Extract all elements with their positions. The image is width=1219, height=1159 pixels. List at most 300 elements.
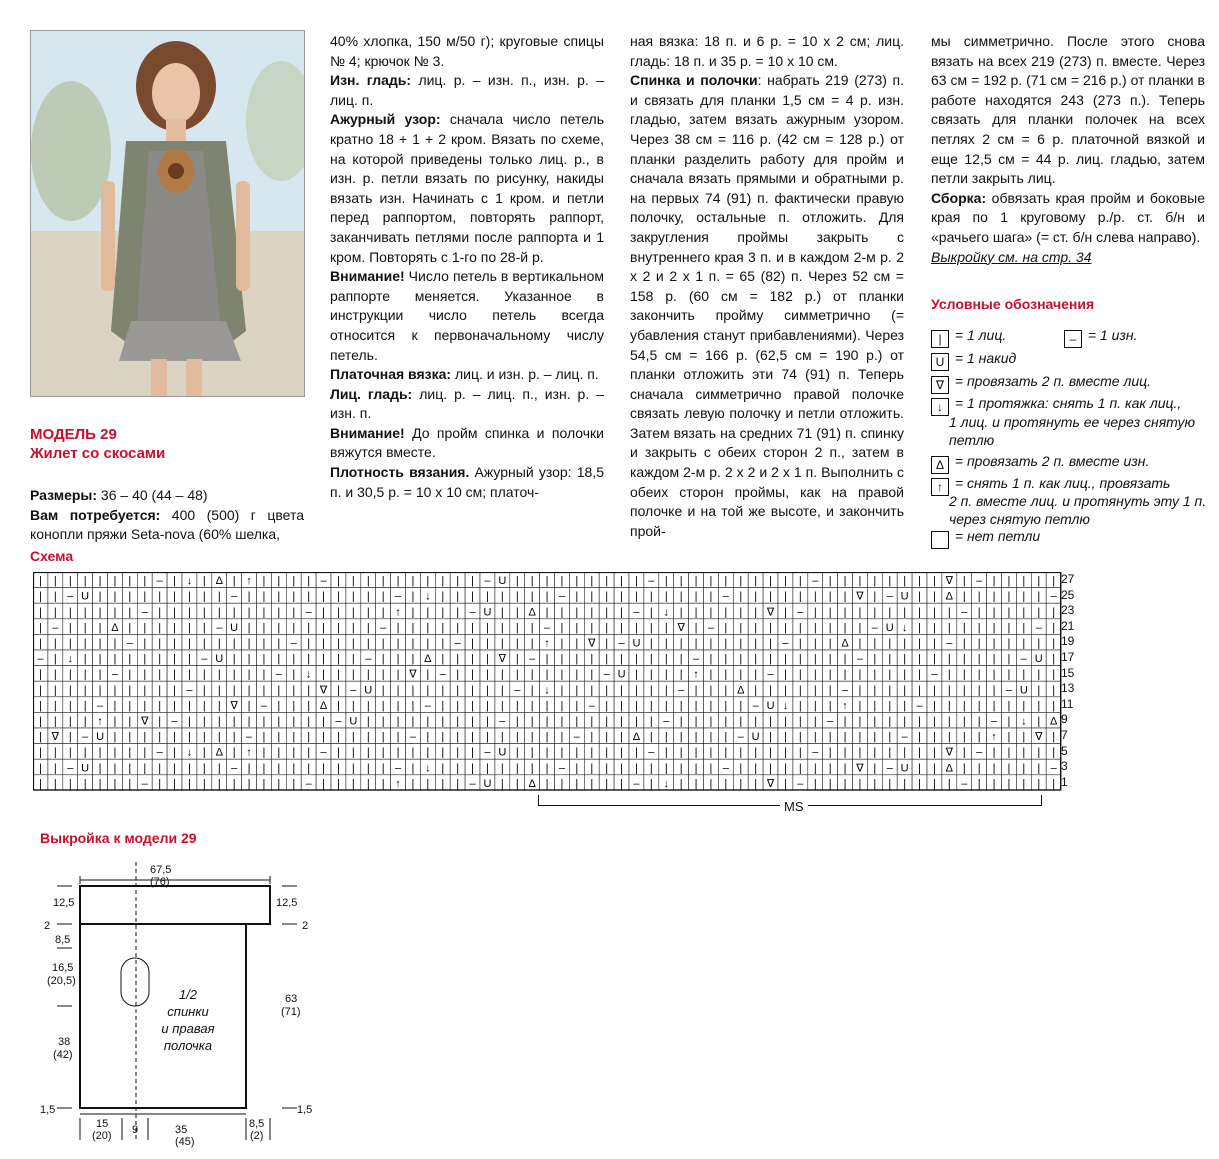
- chart-cell-symbol: |: [1022, 777, 1026, 790]
- chart-cell-symbol: |: [202, 621, 206, 634]
- chart-cell-symbol: |: [1022, 575, 1026, 588]
- chart-cell-symbol: |: [322, 653, 325, 666]
- chart-cell-symbol: –: [871, 621, 878, 634]
- chart-cell-symbol: |: [456, 590, 460, 603]
- chart-cell-symbol: |: [471, 731, 474, 744]
- chart-cell-symbol: |: [992, 668, 996, 681]
- chart-cell-symbol: |: [620, 731, 623, 744]
- chart-cell-symbol: |: [98, 590, 102, 603]
- chart-cell-symbol: |: [560, 777, 564, 790]
- chart-cell-symbol: |: [977, 637, 981, 650]
- k2tog-icon: ∇: [931, 376, 949, 394]
- chart-cell-symbol: |: [411, 684, 415, 697]
- chart-cell-symbol: |: [396, 699, 400, 712]
- chart-cell-symbol: |: [947, 653, 951, 666]
- chart-cell-symbol: |: [500, 637, 504, 650]
- chart-cell-symbol: |: [217, 777, 221, 790]
- chart-cell-symbol: |: [620, 746, 623, 759]
- chart-cell-symbol: |: [947, 715, 951, 728]
- chart-cell-symbol: |: [798, 621, 802, 634]
- chart-cell-symbol: |: [977, 606, 981, 619]
- chart-cell-symbol: ↑: [991, 731, 997, 744]
- chart-cell-symbol: |: [53, 668, 57, 681]
- chart-cell-symbol: Δ: [215, 575, 223, 588]
- chart-cell-symbol: |: [247, 668, 251, 681]
- chart-cell-symbol: |: [277, 777, 281, 790]
- chart-cell-symbol: |: [381, 777, 385, 790]
- chart-cell-symbol: |: [933, 777, 936, 790]
- chart-cell-symbol: –: [1050, 590, 1057, 603]
- chart-cell-symbol: |: [456, 653, 460, 666]
- chart-cell-symbol: U: [885, 621, 894, 634]
- chart-cell-symbol: U: [215, 653, 224, 666]
- chart-cell-symbol: |: [962, 668, 966, 681]
- chart-cell-symbol: |: [858, 715, 862, 728]
- dim-right-63: 63: [285, 993, 298, 1005]
- chart-cell-symbol: U: [766, 699, 775, 712]
- legend-title: Условные обозначения: [931, 296, 1095, 312]
- chart-cell-symbol: –: [171, 715, 178, 728]
- chart-cell-symbol: |: [754, 668, 758, 681]
- legend-skp-text2: 1 лиц. и протянуть ее через снятую: [949, 414, 1196, 430]
- chart-cell-symbol: |: [188, 668, 191, 681]
- chart-cell-symbol: –: [827, 715, 834, 728]
- chart-cell-symbol: –: [901, 731, 908, 744]
- chart-cell-symbol: |: [664, 637, 668, 650]
- need-value: 400 (500) г цвета конопли пряжи Seta-nova (60% шелка,: [30, 506, 304, 543]
- chart-cell-symbol: |: [39, 715, 42, 728]
- chart-cell-symbol: |: [605, 746, 609, 759]
- chart-cell-symbol: |: [575, 684, 579, 697]
- chart-cell-symbol: Δ: [945, 762, 954, 775]
- chart-cell-symbol: |: [679, 715, 683, 728]
- chart-cell-symbol: |: [337, 699, 340, 712]
- chart-cell-symbol: |: [322, 762, 325, 775]
- chart-cell-symbol: Δ: [111, 621, 119, 634]
- chart-cell-symbol: |: [158, 715, 162, 728]
- chart-cell-symbol: |: [560, 653, 564, 666]
- chart-cell-symbol: |: [575, 668, 579, 681]
- chart-cell-symbol: |: [381, 668, 385, 681]
- chart-cell-symbol: |: [709, 746, 713, 759]
- chart-cell-symbol: |: [426, 715, 430, 728]
- chart-cell-symbol: |: [620, 699, 623, 712]
- chart-cell-symbol: |: [784, 777, 787, 790]
- chart-cell-symbol: |: [441, 746, 445, 759]
- chart-cell-symbol: |: [1022, 731, 1026, 744]
- chart-cell-symbol: Δ: [319, 699, 328, 712]
- stockinette-text: лиц. р. – лиц. п., изн. р. – изн. п.: [330, 385, 604, 422]
- chart-cell-symbol: |: [709, 777, 713, 790]
- gauge-label: Плотность вязания.: [330, 464, 470, 481]
- chart-cell-symbol: |: [411, 575, 415, 588]
- chart-cell-symbol: |: [903, 653, 907, 666]
- gauge-continued: ная вязка: 18 п. и 6 р. = 10 х 2 см; лиц. гладь: 18 п. и 35 р. = 10 х 10 см.: [630, 33, 904, 69]
- sizes-value: 36 – 40 (44 – 48): [97, 487, 208, 503]
- chart-cell-symbol: |: [411, 653, 415, 666]
- legend-purl: [1064, 326, 1138, 348]
- chart-cell-symbol: |: [694, 762, 698, 775]
- row-number: 23: [1061, 603, 1075, 618]
- chart-cell-symbol: |: [575, 777, 579, 790]
- chart-cell-symbol: U: [900, 590, 909, 603]
- chart-cell-symbol: |: [456, 731, 460, 744]
- chart-cell-symbol: |: [39, 762, 42, 775]
- chart-cell-symbol: U: [498, 746, 507, 759]
- chart-cell-symbol: |: [918, 762, 921, 775]
- chart-cell-symbol: |: [98, 575, 102, 588]
- chart-cell-symbol: |: [486, 590, 489, 603]
- chart-cell-symbol: |: [933, 762, 936, 775]
- chart-cell-symbol: |: [366, 668, 370, 681]
- chart-cell-symbol: |: [858, 575, 862, 588]
- chart-cell-symbol: |: [441, 715, 445, 728]
- chart-cell-symbol: |: [98, 621, 102, 634]
- chart-cell-symbol: |: [456, 777, 460, 790]
- chart-cell-symbol: ↑: [842, 699, 848, 712]
- dim-bottom-9: 9: [132, 1124, 139, 1136]
- chart-cell-symbol: |: [53, 575, 57, 588]
- chart-cell-symbol: |: [68, 575, 72, 588]
- chart-cell-symbol: |: [545, 762, 549, 775]
- chart-cell-symbol: |: [128, 653, 132, 666]
- chart-cell-symbol: |: [873, 699, 877, 712]
- chart-cell-symbol: |: [798, 668, 802, 681]
- chart-cell-symbol: |: [426, 746, 430, 759]
- chart-cell-symbol: |: [918, 668, 921, 681]
- chart-cell-symbol: |: [381, 606, 385, 619]
- chart-cell-symbol: |: [933, 699, 936, 712]
- chart-cell-symbol: |: [828, 699, 832, 712]
- chart-cell-symbol: |: [515, 715, 519, 728]
- chart-cell-symbol: |: [39, 731, 42, 744]
- chart-cell-symbol: |: [262, 715, 266, 728]
- chart-cell-symbol: –: [961, 777, 968, 790]
- chart-cell-symbol: –: [529, 653, 536, 666]
- chart-cell-symbol: |: [441, 637, 445, 650]
- chart-cell-symbol: |: [545, 746, 549, 759]
- chart-cell-symbol: |: [620, 715, 623, 728]
- chart-cell-symbol: |: [813, 684, 817, 697]
- chart-cell-symbol: –: [111, 668, 119, 681]
- back-fronts-text: : набрать 219 (273) п. и связать для планки 1,5 см = 4 р. изн. гладью, затем вязать ажурным узором. Через 38 см = 116 р. (42 см = 128 р.) от планки разделить работу для пройм и сначала вязать прямыми и обратными р. на первых 74 (91) п. фактически правую полочку, остальные п. отложить. Для закругления проймы закрыть с внутреннего края 3 п. и в каждом 2-м р. 2 х 2 и 2 х 1 п. = 65 (82) п. Через 52 см = 158 р. (60 см = 182 р.) от планки закончить пройму симметрично (= убавления станут прибавлениями). Через 54,5 см = 166 р. (62,5 см = 190 р.) от планки отложить эти 74 (91) п. Теперь сначала симметрично правой полочке связать левую полочку и петли отложить. Затем вязать на средних 71 (91) п. спинку и закрыть с обеих сторон 2 п., затем в каждом 2-м р. 2 х 2 и 2 х 1 п. Выполнить с обеих сторон проймы, как на правой полочке и на той же высоте, и закончить прой-: [630, 72, 904, 539]
- chart-cell-symbol: |: [292, 668, 296, 681]
- chart-cell-symbol: U: [1034, 653, 1043, 666]
- chart-cell-symbol: |: [962, 746, 966, 759]
- back-fronts-label: Спинка и полочки: [630, 72, 758, 89]
- legend-skp-text3: петлю: [949, 432, 995, 448]
- chart-cell-symbol: |: [307, 715, 311, 728]
- chart-cell-symbol: |: [843, 653, 847, 666]
- chart-cell-symbol: |: [977, 621, 981, 634]
- chart-cell-symbol: |: [128, 777, 132, 790]
- chart-cell-symbol: |: [68, 606, 72, 619]
- chart-cell-symbol: |: [843, 575, 847, 588]
- chart-cell-symbol: |: [366, 777, 370, 790]
- chart-cell-symbol: |: [754, 575, 758, 588]
- chart-cell-symbol: |: [977, 777, 981, 790]
- chart-cell-symbol: |: [798, 746, 802, 759]
- chart-cell-symbol: |: [441, 621, 445, 634]
- chart-cell-symbol: |: [98, 684, 102, 697]
- chart-cell-symbol: |: [798, 653, 802, 666]
- chart-cell-symbol: |: [724, 684, 728, 697]
- chart-cell-symbol: |: [143, 637, 147, 650]
- text-column-3: [931, 32, 1205, 267]
- chart-cell-symbol: |: [351, 637, 355, 650]
- chart-cell-symbol: |: [426, 621, 430, 634]
- chart-cell-symbol: |: [560, 684, 564, 697]
- chart-cell-symbol: |: [575, 699, 579, 712]
- chart-cell-symbol: |: [754, 777, 758, 790]
- chart-cell-symbol: |: [739, 606, 743, 619]
- chart-cell-symbol: |: [188, 621, 191, 634]
- chart-cell-symbol: |: [962, 731, 966, 744]
- chart-cell-symbol: |: [784, 668, 787, 681]
- chart-cell-symbol: |: [396, 715, 400, 728]
- chart-cell-symbol: |: [873, 715, 877, 728]
- chart-cell-symbol: |: [888, 699, 892, 712]
- chart-cell-symbol: |: [679, 590, 683, 603]
- chart-cell-symbol: U: [751, 731, 760, 744]
- chart-cell-symbol: |: [888, 715, 892, 728]
- chart-cell-symbol: |: [351, 653, 355, 666]
- chart-cell-symbol: ∇: [766, 777, 775, 790]
- dim-left-38: 38: [58, 1036, 71, 1048]
- chart-cell-symbol: |: [635, 699, 638, 712]
- chart-cell-symbol: |: [992, 684, 996, 697]
- chart-cell-symbol: |: [381, 637, 385, 650]
- chart-cell-symbol: |: [977, 731, 981, 744]
- chart-cell-symbol: |: [784, 684, 787, 697]
- chart-cell-symbol: |: [1037, 668, 1041, 681]
- chart-cell-symbol: |: [1007, 575, 1011, 588]
- piece-label-1: 1/2: [178, 987, 198, 1002]
- chart-cell-symbol: |: [39, 575, 42, 588]
- chart-cell-symbol: |: [635, 668, 638, 681]
- chart-cell-symbol: |: [1052, 731, 1056, 744]
- chart-cell-symbol: |: [188, 777, 191, 790]
- chart-cell-symbol: |: [381, 762, 385, 775]
- chart-cell-symbol: |: [337, 762, 340, 775]
- chart-cell-symbol: |: [1007, 590, 1011, 603]
- chart-cell-symbol: |: [888, 575, 892, 588]
- chart-cell-symbol: |: [232, 684, 236, 697]
- chart-cell-symbol: |: [918, 621, 921, 634]
- chart-cell-symbol: |: [709, 684, 713, 697]
- chart-cell-symbol: –: [52, 621, 59, 634]
- chart-cell-symbol: |: [620, 575, 623, 588]
- chart-cell-symbol: |: [143, 684, 147, 697]
- chart-cell-symbol: |: [1022, 762, 1026, 775]
- chart-cell-symbol: |: [605, 575, 609, 588]
- chart-cell-symbol: –: [752, 699, 759, 712]
- chart-cell-symbol: |: [441, 699, 445, 712]
- chart-cell-symbol: |: [664, 746, 668, 759]
- chart-cell-symbol: –: [782, 637, 789, 650]
- chart-cell-symbol: |: [113, 699, 117, 712]
- chart-cell-symbol: |: [277, 590, 281, 603]
- chart-cell-symbol: |: [441, 590, 445, 603]
- chart-cell-symbol: |: [1037, 762, 1041, 775]
- chart-cell-symbol: |: [709, 699, 713, 712]
- chart-cell-symbol: ∇: [141, 715, 149, 728]
- chart-cell-symbol: |: [247, 684, 251, 697]
- chart-cell-symbol: |: [247, 606, 251, 619]
- chart-cell-symbol: –: [201, 653, 208, 666]
- row-number: 1: [1061, 774, 1068, 789]
- chart-cell-symbol: |: [202, 777, 206, 790]
- chart-cell-symbol: |: [649, 653, 653, 666]
- chart-cell-symbol: –: [976, 575, 983, 588]
- chart-cell-symbol: |: [649, 590, 653, 603]
- chart-cell-symbol: |: [351, 746, 355, 759]
- chart-cell-symbol: |: [158, 777, 162, 790]
- chart-cell-symbol: |: [426, 606, 430, 619]
- chart-cell-symbol: |: [769, 684, 772, 697]
- text-column-2: [630, 32, 904, 541]
- chart-cell-symbol: |: [232, 668, 236, 681]
- chart-cell-symbol: |: [366, 715, 370, 728]
- chart-cell-symbol: |: [560, 731, 564, 744]
- chart-cell-symbol: |: [769, 653, 772, 666]
- chart-cell-symbol: |: [888, 606, 892, 619]
- chart-cell-symbol: |: [53, 606, 57, 619]
- chart-cell-symbol: |: [143, 590, 147, 603]
- chart-cell-symbol: |: [739, 762, 743, 775]
- chart-cell-symbol: |: [471, 715, 474, 728]
- chart-cell-symbol: |: [694, 575, 698, 588]
- chart-cell-symbol: |: [98, 762, 102, 775]
- chart-cell-symbol: |: [68, 731, 72, 744]
- chart-cell-symbol: |: [411, 777, 415, 790]
- legend-k2tog-text: = провязать 2 п. вместе лиц.: [954, 373, 1152, 389]
- chart-cell-symbol: |: [620, 653, 623, 666]
- chart-cell-symbol: |: [813, 668, 817, 681]
- chart-cell-symbol: |: [724, 621, 728, 634]
- chart-cell-symbol: |: [322, 590, 325, 603]
- chart-cell-symbol: |: [694, 777, 698, 790]
- chart-cell-symbol: |: [202, 684, 206, 697]
- chart-cell-symbol: –: [1020, 653, 1027, 666]
- purl-icon: –: [1064, 330, 1082, 348]
- chart-cell-symbol: |: [113, 575, 117, 588]
- chart-cell-symbol: |: [515, 590, 519, 603]
- chart-cell-symbol: –: [648, 746, 655, 759]
- chart-cell-symbol: |: [694, 731, 698, 744]
- dim-left-8-5: 8,5: [55, 934, 71, 946]
- chart-cell-symbol: |: [873, 668, 877, 681]
- chart-cell-symbol: |: [620, 621, 623, 634]
- chart-cell-symbol: |: [366, 746, 370, 759]
- chart-cell-symbol: |: [888, 668, 892, 681]
- chart-cell-symbol: |: [1007, 606, 1011, 619]
- chart-cell-symbol: |: [1022, 637, 1026, 650]
- chart-cell-symbol: |: [83, 653, 87, 666]
- chart-cell-symbol: |: [1052, 684, 1056, 697]
- chart-cell-symbol: |: [724, 715, 728, 728]
- chart-cell-symbol: ∇: [945, 575, 954, 588]
- chart-cell-symbol: –: [335, 715, 342, 728]
- chart-cell-symbol: |: [679, 575, 683, 588]
- chart-cell-symbol: |: [128, 715, 132, 728]
- chart-cell-symbol: |: [471, 762, 474, 775]
- chart-cell-symbol: |: [68, 777, 72, 790]
- chart-cell-symbol: |: [1007, 637, 1011, 650]
- chart-cell-symbol: |: [456, 746, 460, 759]
- chart-title: Схема: [30, 548, 74, 564]
- chart-cell-symbol: |: [977, 762, 981, 775]
- chart-cell-symbol: |: [933, 621, 936, 634]
- chart-cell-symbol: |: [992, 699, 996, 712]
- chart-cell-symbol: |: [888, 637, 892, 650]
- chart-cell-symbol: |: [128, 731, 132, 744]
- chart-cell-symbol: |: [1037, 699, 1041, 712]
- dim-bottom-15: 15: [96, 1118, 109, 1130]
- chart-cell-symbol: |: [128, 590, 132, 603]
- chart-cell-symbol: |: [992, 575, 996, 588]
- chart-cell-symbol: U: [483, 606, 492, 619]
- chart-cell-symbol: |: [962, 715, 966, 728]
- chart-cell-symbol: |: [769, 621, 772, 634]
- chart-cell-symbol: |: [232, 653, 236, 666]
- legend-cdd-text1: = снять 1 п. как лиц., провязать: [954, 475, 1171, 491]
- chart-cell-symbol: |: [128, 606, 132, 619]
- chart-cell-symbol: |: [188, 699, 191, 712]
- chart-cell-symbol: |: [456, 699, 460, 712]
- chart-cell-symbol: –: [931, 668, 938, 681]
- chart-cell-symbol: |: [605, 699, 609, 712]
- chart-cell-symbol: |: [247, 590, 251, 603]
- chart-cell-symbol: U: [498, 575, 507, 588]
- chart-cell-symbol: |: [337, 777, 340, 790]
- chart-cell-symbol: |: [784, 653, 787, 666]
- chart-cell-symbol: |: [1037, 575, 1041, 588]
- chart-cell-symbol: –: [350, 684, 357, 697]
- chart-cell-symbol: |: [1052, 699, 1056, 712]
- chart-cell-symbol: –: [633, 606, 640, 619]
- chart-cell-symbol: |: [262, 777, 266, 790]
- chart-cell-symbol: |: [605, 715, 609, 728]
- chart-cell-symbol: |: [858, 606, 862, 619]
- chart-cell-symbol: |: [83, 684, 87, 697]
- pattern-reference: Выкройку см. на стр. 34: [931, 248, 1092, 265]
- chart-cell-symbol: ↓: [901, 621, 908, 634]
- chart-cell-symbol: |: [977, 699, 981, 712]
- chart-cell-symbol: |: [933, 637, 936, 650]
- chart-cell-symbol: –: [365, 653, 372, 666]
- chart-cell-symbol: |: [277, 684, 281, 697]
- chart-cell-symbol: |: [351, 668, 355, 681]
- chart-cell-symbol: |: [813, 606, 817, 619]
- chart-cell-symbol: |: [292, 715, 296, 728]
- chart-cell-symbol: |: [173, 575, 176, 588]
- chart-cell-symbol: –: [305, 606, 312, 619]
- chart-cell-symbol: |: [649, 731, 653, 744]
- chart-cell-symbol: |: [292, 699, 296, 712]
- chart-cell-symbol: |: [977, 684, 981, 697]
- chart-cell-symbol: |: [858, 637, 862, 650]
- chart-cell-symbol: –: [618, 637, 625, 650]
- dim-bottom-8-5: 8,5: [249, 1118, 265, 1130]
- chart-cell-symbol: |: [962, 653, 966, 666]
- chart-cell-symbol: |: [858, 699, 862, 712]
- chart-cell-symbol: –: [812, 746, 819, 759]
- chart-cell-symbol: |: [664, 762, 668, 775]
- skp-icon: ↓: [931, 398, 949, 416]
- chart-cell-symbol: |: [754, 637, 758, 650]
- chart-cell-symbol: ∇: [677, 621, 685, 634]
